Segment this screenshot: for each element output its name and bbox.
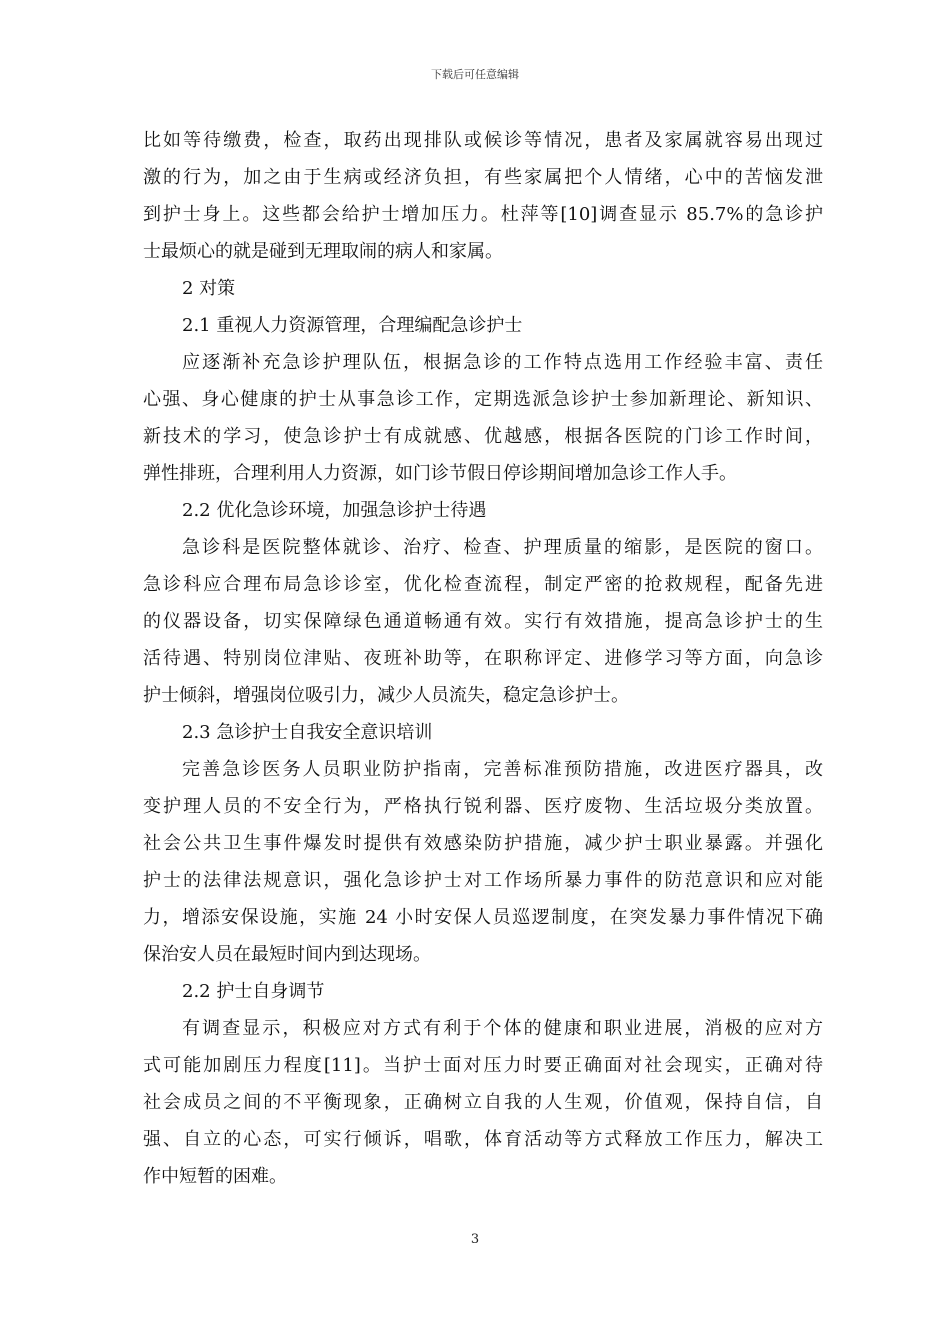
text-line: 式可能加剧压力程度[11]。当护士面对压力时要正确面对社会现实，正确对待: [143, 1055, 823, 1076]
text-line: 急诊科是医院整体就诊、治疗、检查、护理质量的缩影，是医院的窗口。: [182, 537, 823, 558]
text-line: 保治安人员在最短时间内到达现场。: [143, 944, 431, 965]
text-line: 力，增添安保设施，实施 24 小时安保人员巡逻制度，在突发暴力事件情况下确: [143, 907, 823, 928]
text-line: 新技术的学习，使急诊护士有成就感、优越感，根据各医院的门诊工作时间，: [143, 426, 823, 447]
text-line: 活待遇、特别岗位津贴、夜班补助等，在职称评定、进修学习等方面，向急诊: [143, 648, 823, 669]
text-line: 2.2 护士自身调节: [182, 981, 325, 1002]
text-line: 心强、身心健康的护士从事急诊工作，定期选派急诊护士参加新理论、新知识、: [143, 389, 823, 410]
text-line: 护士的法律法规意识，强化急诊护士对工作场所暴力事件的防范意识和应对能: [143, 870, 823, 891]
text-line: 2 对策: [182, 278, 236, 299]
page-header: 下载后可任意编辑: [431, 68, 519, 81]
text-line: 护士倾斜，增强岗位吸引力，减少人员流失，稳定急诊护士。: [143, 685, 629, 706]
page-number: 3: [470, 1232, 480, 1247]
text-line: 强、自立的心态，可实行倾诉，唱歌，体育活动等方式释放工作压力，解决工: [143, 1129, 823, 1150]
text-line: 弹性排班，合理利用人力资源，如门诊节假日停诊期间增加急诊工作人手。: [143, 463, 737, 484]
text-line: 社会成员之间的不平衡现象，正确树立自我的人生观，价值观，保持自信，自: [143, 1092, 823, 1113]
text-line: 2.3 急诊护士自我安全意识培训: [182, 722, 433, 743]
text-line: 急诊科应合理布局急诊诊室，优化检查流程，制定严密的抢救规程，配备先进: [143, 574, 823, 595]
text-line: 到护士身上。这些都会给护士增加压力。杜萍等[10]调查显示 85.7%的急诊护: [143, 204, 823, 225]
text-line: 社会公共卫生事件爆发时提供有效感染防护措施，减少护士职业暴露。并强化: [143, 833, 823, 854]
text-line: 比如等待缴费，检查，取药出现排队或候诊等情况，患者及家属就容易出现过: [143, 130, 823, 151]
text-line: 应逐渐补充急诊护理队伍，根据急诊的工作特点选用工作经验丰富、责任: [182, 352, 823, 373]
text-line: 作中短暂的困难。: [143, 1166, 287, 1187]
text-line: 2.2 优化急诊环境，加强急诊护士待遇: [182, 500, 487, 521]
text-line: 变护理人员的不安全行为，严格执行锐利器、医疗废物、生活垃圾分类放置。: [143, 796, 823, 817]
document-body: [143, 122, 823, 1195]
text-line: 有调查显示，积极应对方式有利于个体的健康和职业进展，消极的应对方: [182, 1018, 823, 1039]
text-line: 的仪器设备，切实保障绿色通道畅通有效。实行有效措施，提高急诊护士的生: [143, 611, 823, 632]
text-line: 2.1 重视人力资源管理，合理编配急诊护士: [182, 315, 523, 336]
text-line: 激的行为，加之由于生病或经济负担，有些家属把个人情绪，心中的苦恼发泄: [143, 167, 823, 188]
text-line: 完善急诊医务人员职业防护指南，完善标准预防措施，改进医疗器具，改: [182, 759, 823, 780]
text-line: 士最烦心的就是碰到无理取闹的病人和家属。: [143, 241, 503, 262]
